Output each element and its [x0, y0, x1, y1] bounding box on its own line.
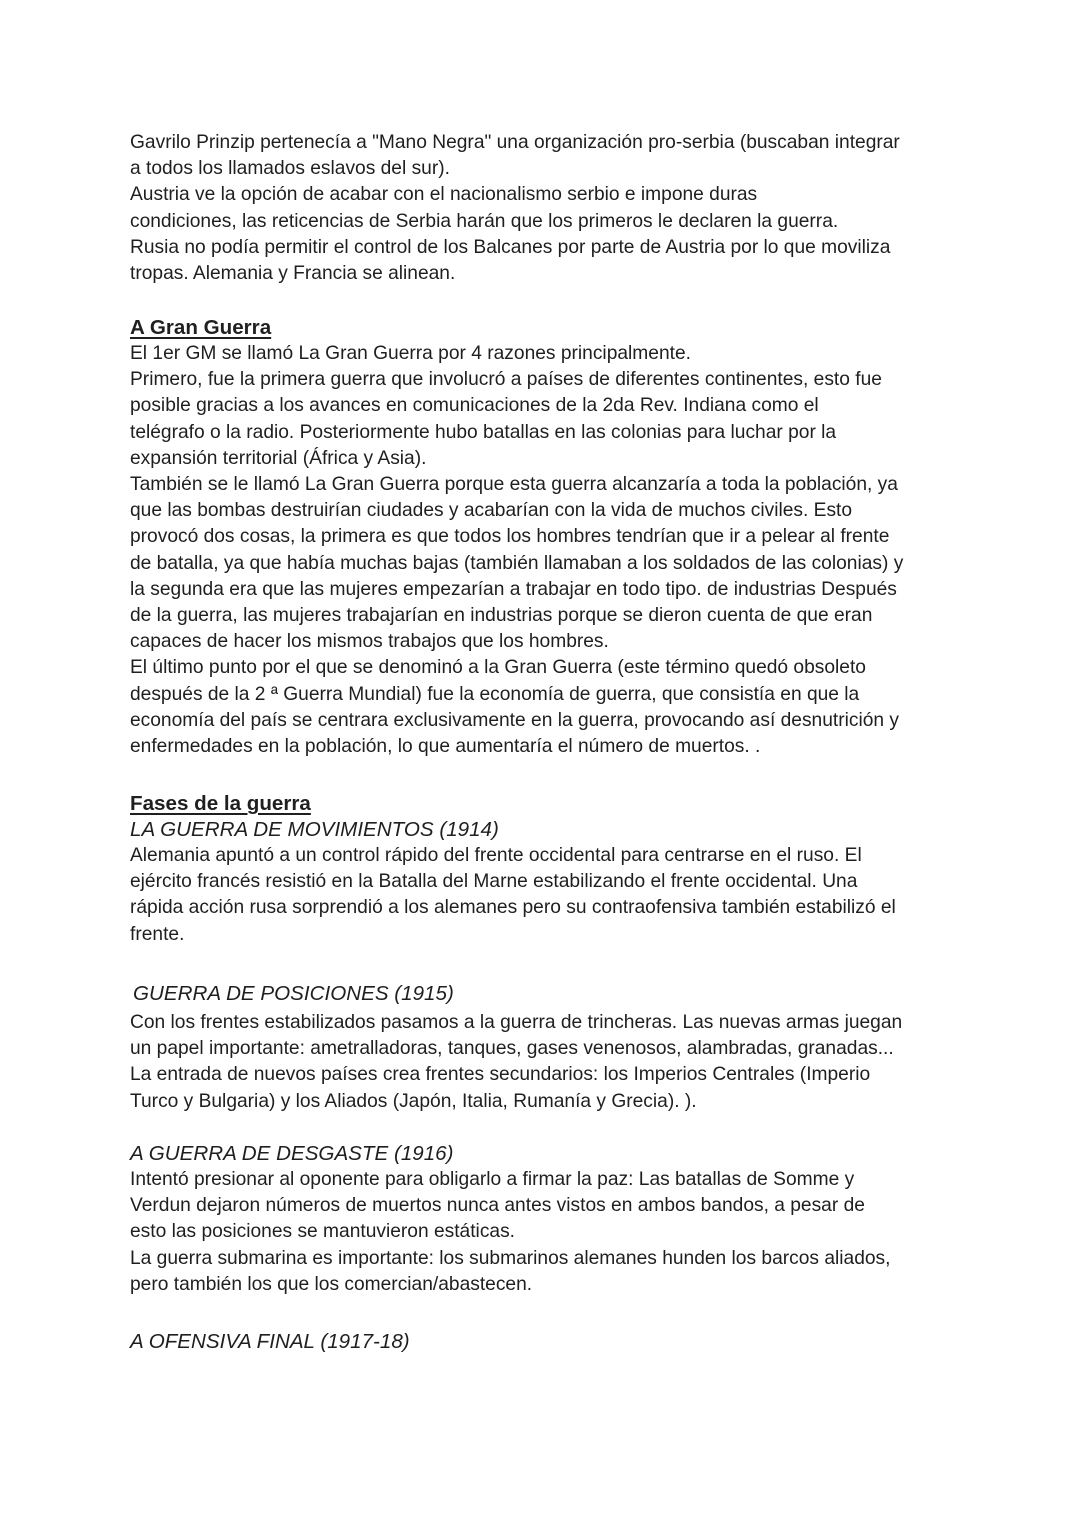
phase-title: LA GUERRA DE MOVIMIENTOS (1914) — [130, 818, 499, 841]
posiciones-section — [133, 981, 953, 1007]
text-line: a todos los llamados eslavos del sur). — [130, 158, 450, 180]
text-line: telégrafo o la radio. Posteriormente hubo batallas en las colonias para luchar por la — [130, 421, 837, 443]
text-line: después de la 2 ª Guerra Mundial) fue la economía de guerra, que consistía en que la — [130, 683, 860, 705]
text-line: Primero, fue la primera guerra que involucró a países de diferentes continentes, esto fue — [130, 369, 882, 391]
text-line: El último punto por el que se denominó a la Gran Guerra (este término quedó obsoleto — [130, 657, 866, 679]
ofensiva-section — [130, 1329, 950, 1355]
text-line: capaces de hacer los mismos trabajos que los hombres. — [130, 631, 609, 653]
text-line: pero también los que los comercian/abastecen. — [130, 1273, 533, 1295]
text-line: También se le llamó La Gran Guerra porque esta guerra alcanzaría a toda la población, ya — [130, 474, 898, 496]
text-line: rápida acción rusa sorprendió a los alemanes pero su contraofensiva también estabilizó el — [130, 897, 896, 919]
desgaste-section — [130, 1141, 950, 1298]
text-line: El 1er GM se llamó La Gran Guerra por 4 razones principalmente. — [130, 343, 691, 364]
text-line: esto las posiciones se mantuvieron estáticas. — [130, 1221, 516, 1243]
phase-title: A GUERRA DE DESGASTE (1916) — [130, 1142, 454, 1165]
section-heading: Fases de la guerra — [130, 792, 311, 815]
text-line: Intentó presionar al oponente para obligarlo a firmar la paz: Las batallas de Somme y — [130, 1169, 855, 1190]
text-line: expansión territorial (África y Asia). — [130, 447, 427, 469]
section-heading: A Gran Guerra — [130, 316, 272, 339]
posiciones-body — [130, 1010, 950, 1115]
text-line: un papel importante: ametralladoras, tanques, gases venenosos, alambradas, granadas... — [130, 1038, 894, 1060]
text-line: Con los frentes estabilizados pasamos a la guerra de trincheras. Las nuevas armas juegan — [130, 1012, 903, 1033]
phase-title: A OFENSIVA FINAL (1917-18) — [130, 1330, 410, 1353]
text-line: Alemania apuntó a un control rápido del frente occidental para centrarse en el ruso. El — [130, 845, 862, 866]
text-line: posible gracias a los avances en comunicaciones de la 2da Rev. Indiana como el — [130, 395, 819, 417]
text-line: que las bombas destruirían ciudades y acabarían con la vida de muchos civiles. Esto — [130, 500, 853, 522]
text-line: La guerra submarina es importante: los submarinos alemanes hunden los barcos aliados, — [130, 1247, 891, 1269]
text-line: la segunda era que las mujeres empezarían a trabajar en todo tipo. de industrias Después — [130, 578, 897, 600]
text-line: tropas. Alemania y Francia se alinean. — [130, 263, 456, 285]
text-line: economía del país se centrara exclusivamente en la guerra, provocando así desnutrición y — [130, 709, 899, 731]
text-line: Verdun dejaron números de muertos nunca antes vistos en ambos bandos, a pesar de — [130, 1195, 865, 1217]
text-line: La entrada de nuevos países crea frentes secundarios: los Imperios Centrales (Imperio — [130, 1064, 871, 1086]
text-line: condiciones, las reticencias de Serbia harán que los primeros le declaren la guerra. — [130, 210, 839, 232]
text-line: Gavrilo Prinzip pertenecía a "Mano Negra" una organización pro-serbia (buscaban integrar — [130, 132, 900, 153]
text-line: de la guerra, las mujeres trabajarían en industrias porque se dieron cuenta de que eran — [130, 605, 873, 627]
gran-guerra-section — [130, 315, 950, 760]
fases-section — [130, 791, 950, 948]
intro-paragraph — [130, 130, 950, 287]
text-line: ejército francés resistió en la Batalla del Marne estabilizando el frente occidental. Una — [130, 871, 858, 893]
text-line: provocó dos cosas, la primera es que todos los hombres tendrían que ir a pelear al frente — [130, 526, 890, 548]
text-line: de batalla, ya que había muchas bajas (también llamaban a los soldados de las colonias) y — [130, 552, 904, 574]
text-line: Austria ve la opción de acabar con el nacionalismo serbio e impone duras — [130, 184, 758, 206]
text-line: enfermedades en la población, lo que aumentaría el número de muertos. . — [130, 736, 761, 758]
text-line: Turco y Bulgaria) y los Aliados (Japón, Italia, Rumanía y Grecia). ). — [130, 1090, 697, 1112]
phase-title: GUERRA DE POSICIONES (1915) — [133, 982, 454, 1005]
text-line: Rusia no podía permitir el control de los Balcanes por parte de Austria por lo que moviliza — [130, 236, 891, 258]
text-line: frente. — [130, 923, 185, 945]
